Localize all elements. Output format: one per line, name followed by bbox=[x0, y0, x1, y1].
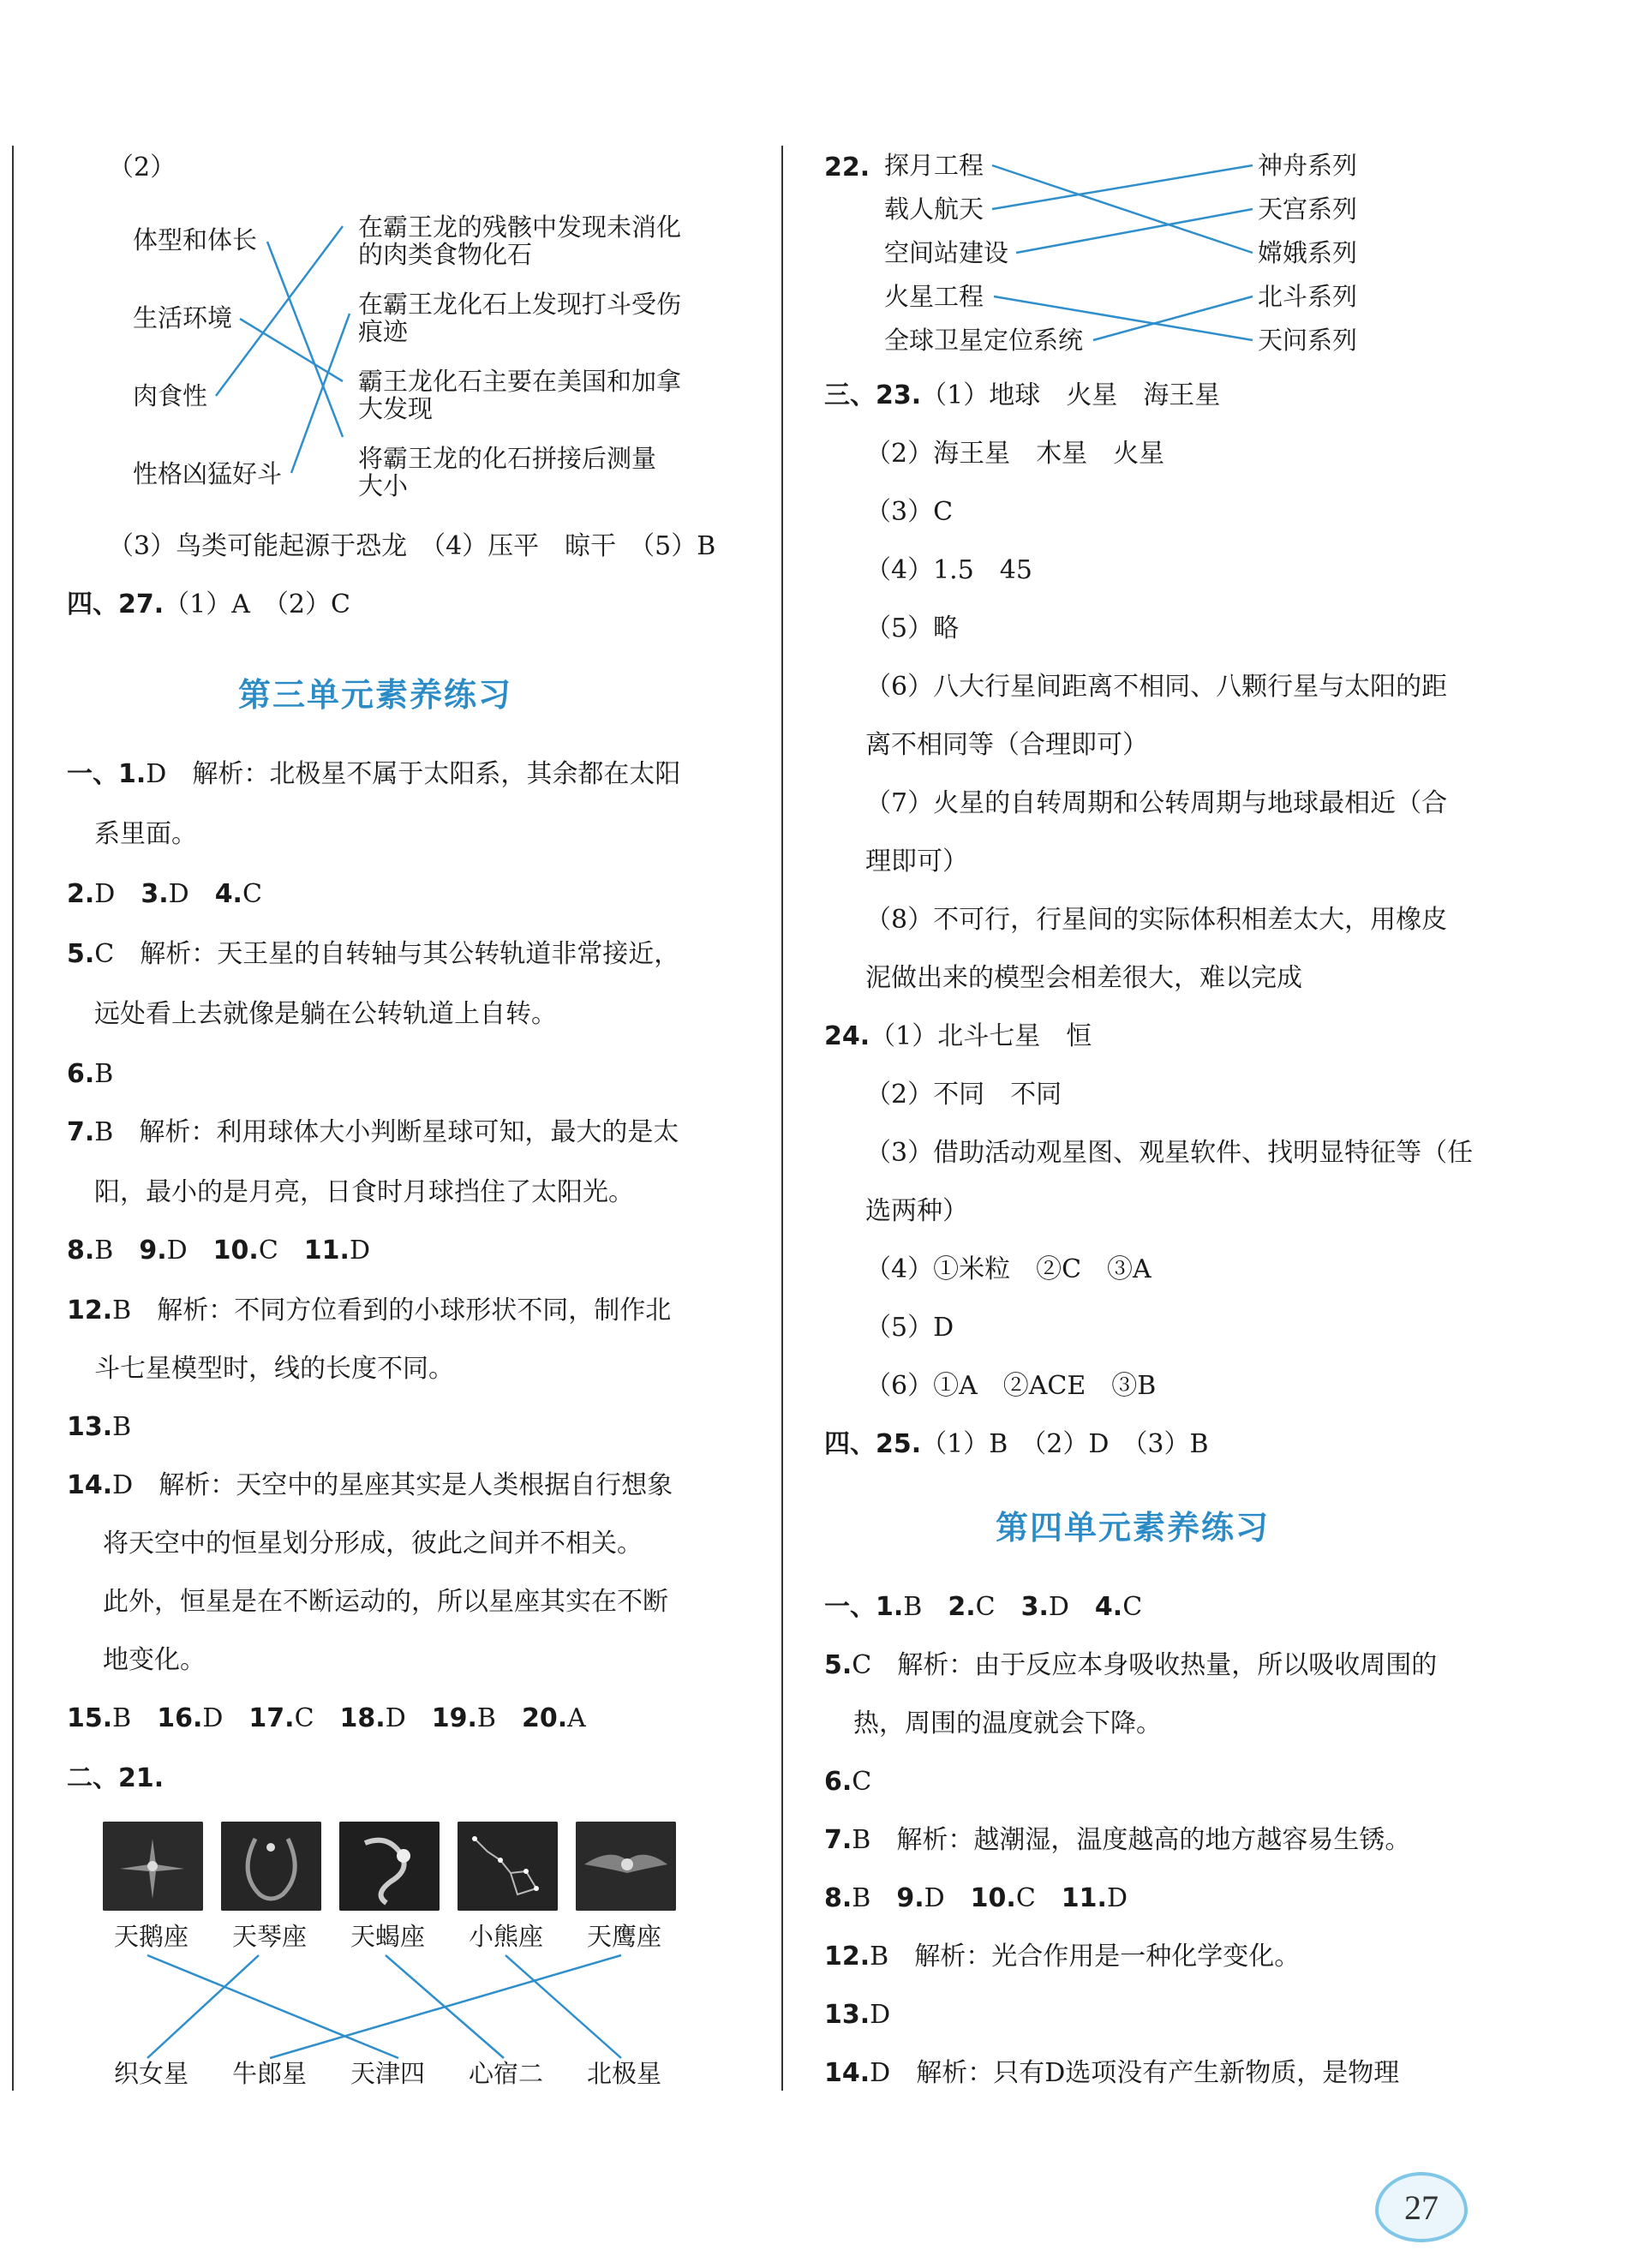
dino-link-1 bbox=[267, 242, 343, 437]
space-left-4: 火星工程 bbox=[884, 282, 984, 311]
s3-q1-text: D 解析：北极星不属于太阳系，其余都在太阳 bbox=[146, 759, 681, 789]
s4-q13-num: 13. bbox=[824, 2000, 870, 2030]
s3-q14-text: D 解析：天空中的星座其实是人类根据自行想象 bbox=[112, 1470, 673, 1500]
q23-line-7: （7）火星的自转周期和公转周期与地球最相近（合 bbox=[865, 788, 1448, 818]
dino-left-4: 性格凶猛好斗 bbox=[133, 459, 283, 488]
space-right-2: 天宫系列 bbox=[1258, 194, 1358, 224]
s3-q5-num: 5. bbox=[67, 939, 95, 969]
space-link-1 bbox=[992, 165, 1253, 253]
s4-q14-num: 14. bbox=[824, 2058, 870, 2088]
s4-q14-text: D 解析：只有D选项没有产生新物质，是物理 bbox=[870, 2058, 1400, 2088]
space-link-3 bbox=[1016, 209, 1253, 253]
q23-line-3: （4）1.5 45 bbox=[865, 555, 1032, 585]
q24-line-1: （2）不同 不同 bbox=[865, 1080, 1062, 1110]
star-link-5 bbox=[270, 1955, 621, 2058]
s4-q6-num: 6. bbox=[824, 1767, 852, 1797]
dino-link-4 bbox=[291, 314, 350, 473]
dino-left-3: 肉食性 bbox=[133, 381, 208, 410]
s4-q5-num: 5. bbox=[824, 1650, 852, 1680]
item27-num: 四、27. bbox=[67, 589, 164, 619]
dino-right-2b: 痕迹 bbox=[358, 317, 409, 346]
q24-num: 24. bbox=[824, 1021, 870, 1051]
s3-q15-20: 15.B 16.D 17.C 18.D 19.B 20.A bbox=[67, 1703, 586, 1733]
constellation-1: 天鹅座 bbox=[114, 1922, 189, 1951]
q23-line-8: 理即可） bbox=[865, 847, 968, 877]
s4-q13-text: D bbox=[870, 2000, 891, 2030]
item22-num: 22. bbox=[824, 153, 870, 183]
s4-q5-text: C 解析：由于反应本身吸收热量，所以吸收周围的 bbox=[852, 1650, 1438, 1680]
item27-text: （1）A （2）C bbox=[164, 589, 350, 619]
s3-q13-num: 13. bbox=[67, 1412, 113, 1442]
q23-line-10: 泥做出来的模型会相差很大，难以完成 bbox=[865, 963, 1302, 993]
space-right-5: 天问系列 bbox=[1258, 326, 1358, 355]
s3-q21-num: 二、21. bbox=[67, 1763, 164, 1793]
s4-q12-num: 12. bbox=[824, 1942, 870, 1972]
dino-right-1b: 的肉类食物化石 bbox=[358, 240, 533, 269]
space-link-4 bbox=[994, 296, 1253, 340]
q24-line-3: 选两种） bbox=[865, 1196, 968, 1226]
q23-text: （1）地球 火星 海王星 bbox=[921, 380, 1221, 410]
q24-line-6: （6）①A ②ACE ③B bbox=[865, 1371, 1157, 1401]
s4-q7-num: 7. bbox=[824, 1825, 852, 1855]
item26-2-label: （2） bbox=[108, 153, 176, 183]
s3-q12-text: B 解析：不同方位看到的小球形状不同，制作北 bbox=[112, 1296, 672, 1325]
constellation-3: 天蝎座 bbox=[350, 1922, 426, 1951]
s4-q6-text: C bbox=[852, 1767, 872, 1797]
s3-q14-cont1: 将天空中的恒星划分形成，彼此之间并不相关。 bbox=[103, 1529, 643, 1559]
space-left-1: 探月工程 bbox=[884, 151, 984, 180]
space-left-2: 载人航天 bbox=[884, 194, 984, 224]
q23-line-9: （8）不可行，行星间的实际体积相差太大，用橡皮 bbox=[865, 905, 1448, 935]
space-right-1: 神舟系列 bbox=[1258, 151, 1358, 180]
s4-q5-cont: 热，周围的温度就会下降。 bbox=[853, 1708, 1162, 1738]
s3-q1-cont: 系里面。 bbox=[94, 819, 197, 849]
q25-text: （1）B （2）D （3）B bbox=[921, 1429, 1209, 1459]
s3-q7-text: B 解析：利用球体大小判断星球可知，最大的是太 bbox=[94, 1117, 679, 1147]
s3-q13-text: B bbox=[112, 1412, 132, 1442]
s3-q5-text: C 解析：天王星的自转轴与其公转轨道非常接近， bbox=[94, 939, 680, 969]
page-number-badge bbox=[1375, 2172, 1468, 2242]
dino-right-4b: 大小 bbox=[358, 471, 409, 500]
s4-q8-11: 8.B 9.D 10.C 11.D bbox=[824, 1883, 1128, 1913]
s3-q14-num: 14. bbox=[67, 1470, 113, 1500]
q24-text: （1）北斗七星 恒 bbox=[870, 1021, 1092, 1051]
star-1: 织女星 bbox=[114, 2059, 189, 2088]
s4-q1-4: 一、1.B 2.C 3.D 4.C bbox=[824, 1592, 1143, 1622]
s3-q12-cont: 斗七星模型时，线的长度不同。 bbox=[94, 1354, 454, 1384]
q24-line-4: （4）①米粒 ②C ③A bbox=[865, 1254, 1152, 1284]
constellation-2: 天琴座 bbox=[232, 1922, 308, 1951]
section3-title: 第三单元素养练习 bbox=[238, 676, 513, 714]
constellation-4: 小熊座 bbox=[469, 1922, 544, 1951]
constellation-5: 天鹰座 bbox=[587, 1922, 662, 1951]
s3-q12-num: 12. bbox=[67, 1296, 113, 1325]
star-3: 天津四 bbox=[350, 2059, 426, 2088]
dino-left-2: 生活环境 bbox=[133, 303, 233, 332]
dino-right-1a: 在霸王龙的残骸中发现未消化 bbox=[358, 212, 682, 242]
item26-rest: （3）鸟类可能起源于恐龙 （4）压平 晾干 （5）B bbox=[108, 531, 716, 561]
s3-q14-cont3: 地变化。 bbox=[103, 1645, 206, 1675]
star-5: 北极星 bbox=[587, 2059, 662, 2088]
space-link-2 bbox=[992, 165, 1253, 209]
q25-num: 四、25. bbox=[824, 1429, 922, 1459]
q24-line-5: （5）D bbox=[865, 1313, 954, 1343]
dino-right-4a: 将霸王龙的化石拼接后测量 bbox=[358, 444, 657, 473]
space-left-3: 空间站建设 bbox=[884, 238, 1009, 267]
s3-q5-cont: 远处看上去就像是躺在公转轨道上自转。 bbox=[94, 999, 557, 1029]
star-link-4 bbox=[505, 1955, 621, 2058]
s3-q7-cont: 阳，最小的是月亮，日食时月球挡住了太阳光。 bbox=[94, 1177, 634, 1207]
s3-q6-text: B bbox=[94, 1059, 114, 1089]
page-number: 27 bbox=[1404, 2187, 1439, 2227]
q23-line-4: （5）略 bbox=[865, 613, 960, 643]
s4-q12-text: B 解析：光合作用是一种化学变化。 bbox=[870, 1942, 1301, 1972]
q23-line-1: （2）海王星 木星 火星 bbox=[865, 439, 1165, 469]
q23-line-6: 离不相同等（合理即可） bbox=[865, 730, 1148, 760]
star-4: 心宿二 bbox=[469, 2059, 544, 2088]
s3-q8-11: 8.B 9.D 10.C 11.D bbox=[67, 1236, 371, 1266]
s4-q7-text: B 解析：越潮湿，温度越高的地方越容易生锈。 bbox=[852, 1825, 1411, 1855]
q23-line-5: （6）八大行星间距离不相同、八颗行星与太阳的距 bbox=[865, 672, 1448, 702]
s3-q14-cont2: 此外，恒星是在不断运动的，所以星座其实在不断 bbox=[103, 1587, 668, 1617]
dino-right-3a: 霸王龙化石主要在美国和加拿 bbox=[358, 367, 682, 396]
star-link-1 bbox=[147, 1955, 398, 2058]
s3-q7-num: 7. bbox=[67, 1117, 95, 1147]
s3-q2-4: 2.D 3.D 4.C bbox=[67, 879, 262, 909]
star-link-2 bbox=[147, 1955, 259, 2058]
space-left-5: 全球卫星定位系统 bbox=[884, 326, 1084, 355]
space-right-4: 北斗系列 bbox=[1258, 282, 1358, 311]
q23-line-2: （3）C bbox=[865, 497, 954, 527]
section4-title: 第四单元素养练习 bbox=[996, 1509, 1271, 1547]
q24-line-2: （3）借助活动观星图、观星软件、找明显特征等（任 bbox=[865, 1138, 1474, 1168]
q23-num: 三、23. bbox=[824, 380, 922, 410]
space-right-3: 嫦娥系列 bbox=[1258, 238, 1358, 267]
star-2: 牛郎星 bbox=[232, 2059, 308, 2088]
dino-right-2a: 在霸王龙化石上发现打斗受伤 bbox=[358, 290, 682, 319]
s3-q1-num: 一、1. bbox=[67, 759, 147, 789]
dino-right-3b: 大发现 bbox=[358, 394, 434, 423]
s3-q6-num: 6. bbox=[67, 1059, 95, 1089]
dino-left-1: 体型和体长 bbox=[133, 225, 258, 254]
